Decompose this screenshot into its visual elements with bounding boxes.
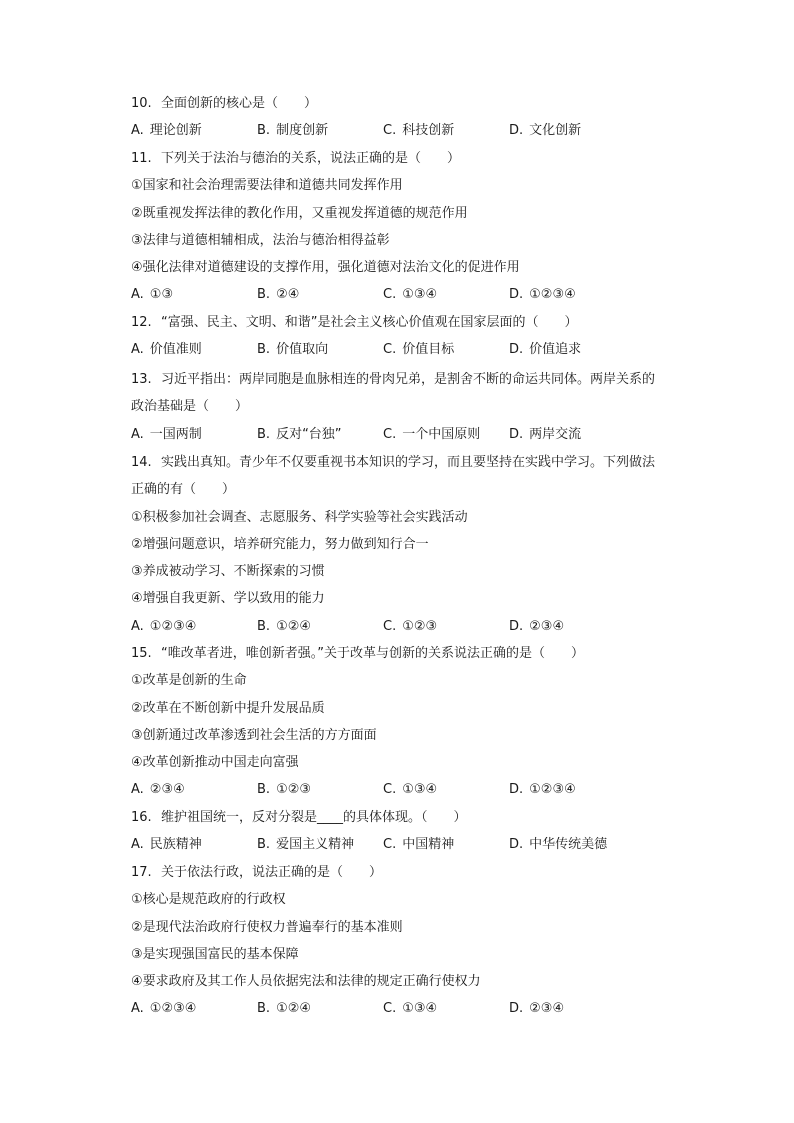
option-a [131, 995, 257, 1022]
option-letter: B. [257, 618, 271, 634]
option-letter: B. [257, 782, 271, 798]
option-letter: B. [257, 123, 271, 139]
question-stem [131, 640, 691, 667]
option-text: ①②④ [276, 618, 312, 634]
option-a [131, 831, 257, 858]
option-letter: D. [509, 426, 524, 442]
stem-text: 关于依法行政，说法正确的是（ ） [161, 865, 383, 880]
option-letter: C. [383, 618, 397, 634]
option-letter: C. [383, 123, 397, 139]
option-c [383, 831, 509, 858]
question-number: 14. [131, 455, 152, 470]
question-number: 12. [131, 315, 152, 330]
question-stem [131, 859, 691, 886]
options-row [131, 613, 691, 640]
question-stem [131, 145, 691, 172]
statement: ①改革是创新的生命 [131, 673, 247, 689]
statement: ①国家和社会治理需要法律和道德共同发挥作用 [131, 178, 403, 194]
option-letter: A. [131, 618, 144, 634]
option-c [383, 117, 509, 144]
option-letter: B. [257, 837, 271, 853]
option-a [131, 117, 257, 144]
option-letter: C. [383, 782, 397, 798]
options-row [131, 776, 691, 803]
option-d [509, 421, 635, 448]
question-number: 10. [131, 96, 152, 111]
stem-text: 实践出真知。青少年不仅要重视书本知识的学习，而且要坚持在实践中学习。下列做法 [161, 455, 656, 470]
option-letter: A. [131, 837, 144, 853]
option-text: ①②④ [276, 1001, 312, 1017]
stem-text-continued: 正确的有（ ） [131, 482, 236, 498]
option-d [509, 281, 635, 308]
option-text: ①②③④ [529, 782, 576, 798]
option-text: 价值取向 [276, 342, 329, 358]
option-text: 价值准则 [149, 342, 202, 358]
option-letter: D. [509, 618, 524, 634]
option-c [383, 995, 509, 1022]
option-c [383, 776, 509, 803]
option-text: ①③④ [402, 287, 438, 303]
option-a [131, 336, 257, 363]
option-text: 文化创新 [529, 123, 582, 139]
statement: ③是实现强国富民的基本保障 [131, 946, 299, 962]
option-b [257, 421, 383, 448]
option-text: ①②③ [276, 782, 312, 798]
option-text: 价值目标 [402, 342, 455, 358]
option-letter: C. [383, 837, 397, 853]
statement: ②增强问题意识，培养研究能力，努力做到知行合一 [131, 536, 429, 552]
option-b [257, 776, 383, 803]
option-c [383, 336, 509, 363]
option-b [257, 281, 383, 308]
question-14 [131, 449, 691, 640]
stem-text: 全面创新的核心是（ ） [161, 96, 318, 111]
stem-text-continued: 政治基础是（ ） [131, 399, 249, 415]
option-letter: A. [131, 123, 144, 139]
option-text: ②③④ [149, 782, 185, 798]
option-b [257, 117, 383, 144]
stem-text: “唯改革者进，唯创新者强。”关于改革与创新的关系说法正确的是（ ） [161, 646, 584, 661]
question-15 [131, 640, 691, 804]
question-17 [131, 859, 691, 1023]
option-d [509, 831, 635, 858]
option-text: ②③④ [529, 1001, 565, 1017]
question-stem [131, 309, 691, 336]
stem-text: 维护祖国统一，反对分裂是____的具体体现。（ ） [161, 810, 467, 825]
option-text: 民族精神 [149, 837, 202, 853]
question-number: 11. [131, 151, 152, 166]
question-10 [131, 90, 691, 145]
option-letter: C. [383, 342, 397, 358]
option-b [257, 995, 383, 1022]
option-text: 中国精神 [402, 837, 455, 853]
question-number: 15. [131, 646, 152, 661]
question-number: 13. [131, 372, 152, 387]
question-stem [131, 449, 691, 476]
option-text: ①③④ [402, 782, 438, 798]
option-text: ①③ [149, 287, 174, 303]
option-letter: B. [257, 1001, 271, 1017]
stem-text: “富强、民主、文明、和谐”是社会主义核心价值观在国家层面的（ ） [161, 315, 578, 330]
statement: ①积极参加社会调查、志愿服务、科学实验等社会实践活动 [131, 509, 468, 525]
option-letter: D. [509, 1001, 524, 1017]
option-letter: D. [509, 782, 524, 798]
option-text: ①②③④ [149, 618, 197, 634]
option-letter: B. [257, 342, 271, 358]
options-row [131, 831, 691, 858]
statement: ①核心是规范政府的行政权 [131, 892, 286, 908]
option-letter: D. [509, 837, 524, 853]
option-letter: A. [131, 426, 144, 442]
option-letter: C. [383, 426, 397, 442]
question-16 [131, 804, 691, 859]
question-number: 17. [131, 865, 152, 880]
statement: ④增强自我更新、学以致用的能力 [131, 591, 325, 607]
options-row [131, 281, 691, 308]
option-letter: D. [509, 123, 524, 139]
options-row [131, 995, 691, 1022]
option-d [509, 613, 635, 640]
statement: ④改革创新推动中国走向富强 [131, 755, 299, 771]
option-text: 一个中国原则 [402, 426, 481, 442]
option-text: 制度创新 [276, 123, 329, 139]
option-a [131, 613, 257, 640]
option-letter: C. [383, 1001, 397, 1017]
option-a [131, 776, 257, 803]
option-text: ①②③ [402, 618, 438, 634]
option-letter: A. [131, 342, 144, 358]
option-text: 理论创新 [149, 123, 202, 139]
option-a [131, 281, 257, 308]
option-text: ②④ [276, 287, 300, 303]
stem-text: 下列关于法治与德治的关系，说法正确的是（ ） [161, 151, 461, 166]
question-11 [131, 145, 691, 309]
option-text: 爱国主义精神 [276, 837, 355, 853]
option-letter: B. [257, 287, 271, 303]
statement: ②改革在不断创新中提升发展品质 [131, 700, 325, 716]
option-letter: D. [509, 342, 524, 358]
option-text: ①②③④ [149, 1001, 197, 1017]
question-stem [131, 90, 691, 117]
option-text: 反对“台独” [276, 426, 342, 442]
options-row [131, 336, 691, 363]
options-row [131, 421, 691, 448]
option-letter: D. [509, 287, 524, 303]
option-c [383, 421, 509, 448]
option-text: ②③④ [529, 618, 565, 634]
options-row [131, 117, 691, 144]
option-letter: B. [257, 426, 271, 442]
option-text: 科技创新 [402, 123, 455, 139]
option-d [509, 995, 635, 1022]
option-a [131, 421, 257, 448]
option-c [383, 281, 509, 308]
question-13 [131, 366, 691, 448]
option-b [257, 336, 383, 363]
option-letter: A. [131, 287, 144, 303]
option-b [257, 831, 383, 858]
option-text: ①②③④ [529, 287, 576, 303]
option-d [509, 776, 635, 803]
option-text: 中华传统美德 [529, 837, 608, 853]
option-b [257, 613, 383, 640]
option-text: 两岸交流 [529, 426, 582, 442]
statement: ④要求政府及其工作人员依据宪法和法律的规定正确行使权力 [131, 974, 481, 990]
statement: ②既重视发挥法律的教化作用，又重视发挥道德的规范作用 [131, 205, 468, 221]
question-stem [131, 366, 691, 393]
option-text: 一国两制 [149, 426, 202, 442]
question-12 [131, 309, 691, 364]
stem-text: 习近平指出：两岸同胞是血脉相连的骨肉兄弟，是割舍不断的命运共同体。两岸关系的 [161, 372, 656, 387]
statement: ③养成被动学习、不断探索的习惯 [131, 564, 325, 580]
option-letter: A. [131, 782, 144, 798]
option-text: ①③④ [402, 1001, 438, 1017]
statement: ③法律与道德相辅相成，法治与德治相得益彰 [131, 232, 390, 248]
option-c [383, 613, 509, 640]
statement: ③创新通过改革渗透到社会生活的方方面面 [131, 727, 377, 743]
option-d [509, 336, 635, 363]
option-text: 价值追求 [529, 342, 582, 358]
statement: ④强化法律对道德建设的支撑作用，强化道德对法治文化的促进作用 [131, 260, 520, 276]
option-letter: C. [383, 287, 397, 303]
question-stem [131, 804, 691, 831]
option-d [509, 117, 635, 144]
option-letter: A. [131, 1001, 144, 1017]
statement: ②是现代法治政府行使权力普遍奉行的基本准则 [131, 919, 403, 935]
question-number: 16. [131, 810, 152, 825]
